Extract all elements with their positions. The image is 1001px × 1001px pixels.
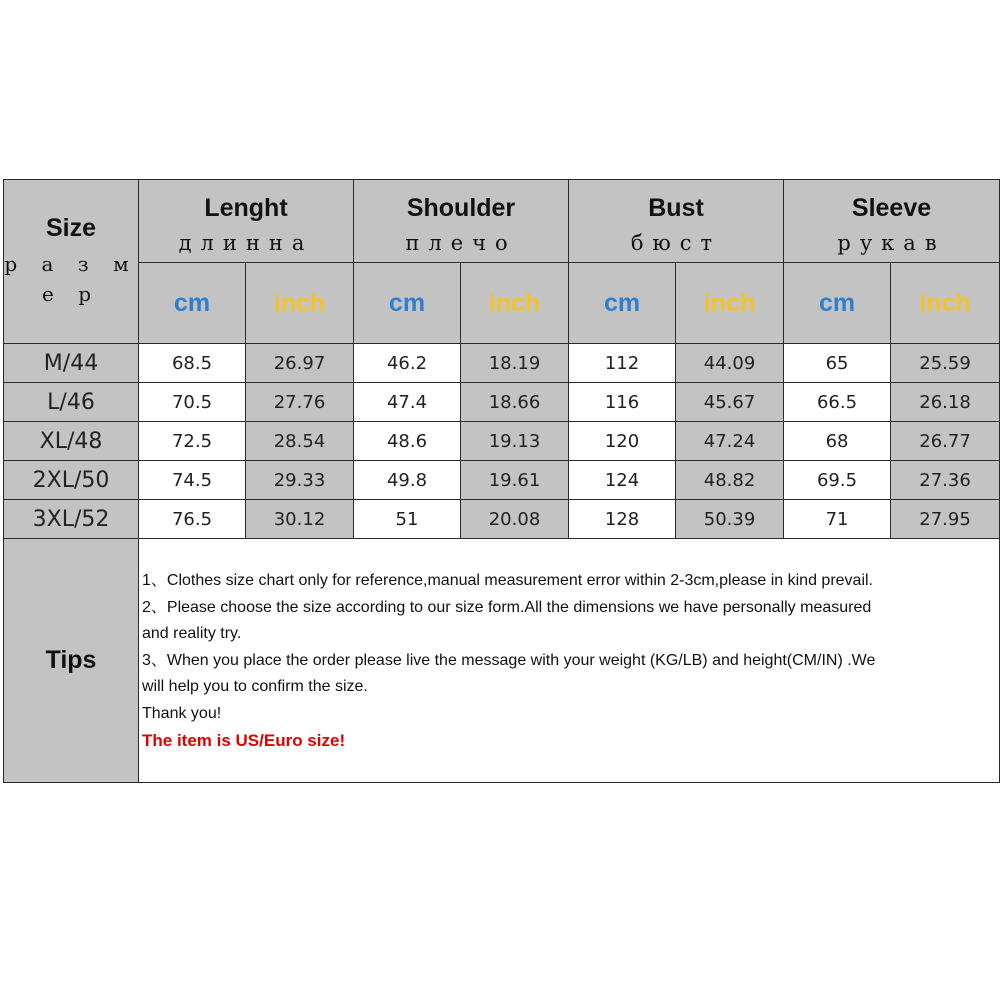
bust-inch-value: 45.67 bbox=[676, 383, 784, 422]
tip-thank-you: Thank you! bbox=[142, 704, 222, 722]
sleeve-cm-value: 71 bbox=[784, 500, 891, 539]
bust-inch-value: 48.82 bbox=[676, 461, 784, 500]
shoulder-cm-value: 49.8 bbox=[354, 461, 461, 500]
sleeve-inch-value: 27.95 bbox=[891, 500, 1000, 539]
sleeve-cm-value: 65 bbox=[784, 344, 891, 383]
table-row bbox=[4, 500, 1000, 539]
shoulder-header-en: Shoulder bbox=[406, 193, 516, 222]
shoulder-header-ru: плечо bbox=[405, 230, 517, 255]
tip-line: and reality try. bbox=[142, 625, 242, 643]
unit-cm-header: cm bbox=[784, 263, 891, 344]
length-inch-value: 28.54 bbox=[246, 422, 354, 461]
bust-cm-value: 128 bbox=[569, 500, 676, 539]
shoulder-inch-value: 18.66 bbox=[461, 383, 569, 422]
length-cm-value: 72.5 bbox=[139, 422, 246, 461]
sleeve-header bbox=[784, 180, 1000, 263]
sleeve-cm-value: 68 bbox=[784, 422, 891, 461]
length-header bbox=[139, 180, 354, 263]
shoulder-inch-value: 18.19 bbox=[461, 344, 569, 383]
unit-inch-header: inch bbox=[246, 263, 354, 344]
size-label: 3XL/52 bbox=[4, 500, 139, 539]
length-cm-value: 70.5 bbox=[139, 383, 246, 422]
sleeve-header-ru: рукав bbox=[837, 230, 946, 255]
shoulder-cm-value: 46.2 bbox=[354, 344, 461, 383]
bust-cm-value: 124 bbox=[569, 461, 676, 500]
length-cm-value: 68.5 bbox=[139, 344, 246, 383]
table-row bbox=[4, 383, 1000, 422]
shoulder-inch-value: 19.13 bbox=[461, 422, 569, 461]
sleeve-inch-value: 26.77 bbox=[891, 422, 1000, 461]
shoulder-header bbox=[354, 180, 569, 263]
bust-header-en: Bust bbox=[648, 193, 704, 222]
unit-cm-header: cm bbox=[354, 263, 461, 344]
length-inch-value: 27.76 bbox=[246, 383, 354, 422]
sleeve-inch-value: 27.36 bbox=[891, 461, 1000, 500]
size-header-en: Size bbox=[45, 214, 97, 242]
tip-size-notice: The item is US/Euro size! bbox=[142, 730, 346, 750]
sleeve-cm-value: 69.5 bbox=[784, 461, 891, 500]
tips-label-cell bbox=[4, 539, 139, 783]
bust-cm-value: 112 bbox=[569, 344, 676, 383]
size-label: 2XL/50 bbox=[4, 461, 139, 500]
tips-label: Tips bbox=[45, 646, 97, 674]
unit-inch-header: inch bbox=[676, 263, 784, 344]
size-header-ru: р а з м е р bbox=[4, 252, 138, 306]
unit-inch-header: inch bbox=[891, 263, 1000, 344]
bust-inch-value: 50.39 bbox=[676, 500, 784, 539]
sleeve-cm-value: 66.5 bbox=[784, 383, 891, 422]
tip-line: will help you to confirm the size. bbox=[142, 678, 368, 696]
bust-cm-value: 116 bbox=[569, 383, 676, 422]
tips-content bbox=[139, 539, 1000, 783]
size-label: M/44 bbox=[4, 344, 139, 383]
size-label: XL/48 bbox=[4, 422, 139, 461]
shoulder-inch-value: 19.61 bbox=[461, 461, 569, 500]
length-cm-value: 76.5 bbox=[139, 500, 246, 539]
tip-line: 3、When you place the order please live the message with your weight (KG/LB) and height(CM/IN) .We bbox=[142, 651, 876, 669]
bust-inch-value: 44.09 bbox=[676, 344, 784, 383]
length-header-ru: длинна bbox=[178, 230, 314, 255]
shoulder-inch-value: 20.08 bbox=[461, 500, 569, 539]
size-label: L/46 bbox=[4, 383, 139, 422]
table-row bbox=[4, 461, 1000, 500]
bust-header bbox=[569, 180, 784, 263]
sleeve-header-en: Sleeve bbox=[851, 193, 932, 222]
unit-inch-header: inch bbox=[461, 263, 569, 344]
size-header-cell bbox=[4, 180, 139, 344]
table-row bbox=[4, 344, 1000, 383]
length-cm-value: 74.5 bbox=[139, 461, 246, 500]
table-row bbox=[4, 422, 1000, 461]
bust-cm-value: 120 bbox=[569, 422, 676, 461]
bust-header-ru: бюст bbox=[630, 230, 722, 255]
sleeve-inch-value: 25.59 bbox=[891, 344, 1000, 383]
tip-line: 2、Please choose the size according to our size form.All the dimensions we have personally measured bbox=[142, 598, 872, 616]
shoulder-cm-value: 48.6 bbox=[354, 422, 461, 461]
length-header-en: Lenght bbox=[204, 193, 288, 222]
unit-cm-header: cm bbox=[569, 263, 676, 344]
length-inch-value: 30.12 bbox=[246, 500, 354, 539]
sleeve-inch-value: 26.18 bbox=[891, 383, 1000, 422]
size-chart-table bbox=[3, 179, 1000, 783]
length-inch-value: 26.97 bbox=[246, 344, 354, 383]
shoulder-cm-value: 47.4 bbox=[354, 383, 461, 422]
length-inch-value: 29.33 bbox=[246, 461, 354, 500]
tip-line: 1、Clothes size chart only for reference,manual measurement error within 2-3cm,please in kind prevail. bbox=[142, 572, 873, 589]
shoulder-cm-value: 51 bbox=[354, 500, 461, 539]
unit-cm-header: cm bbox=[139, 263, 246, 344]
bust-inch-value: 47.24 bbox=[676, 422, 784, 461]
